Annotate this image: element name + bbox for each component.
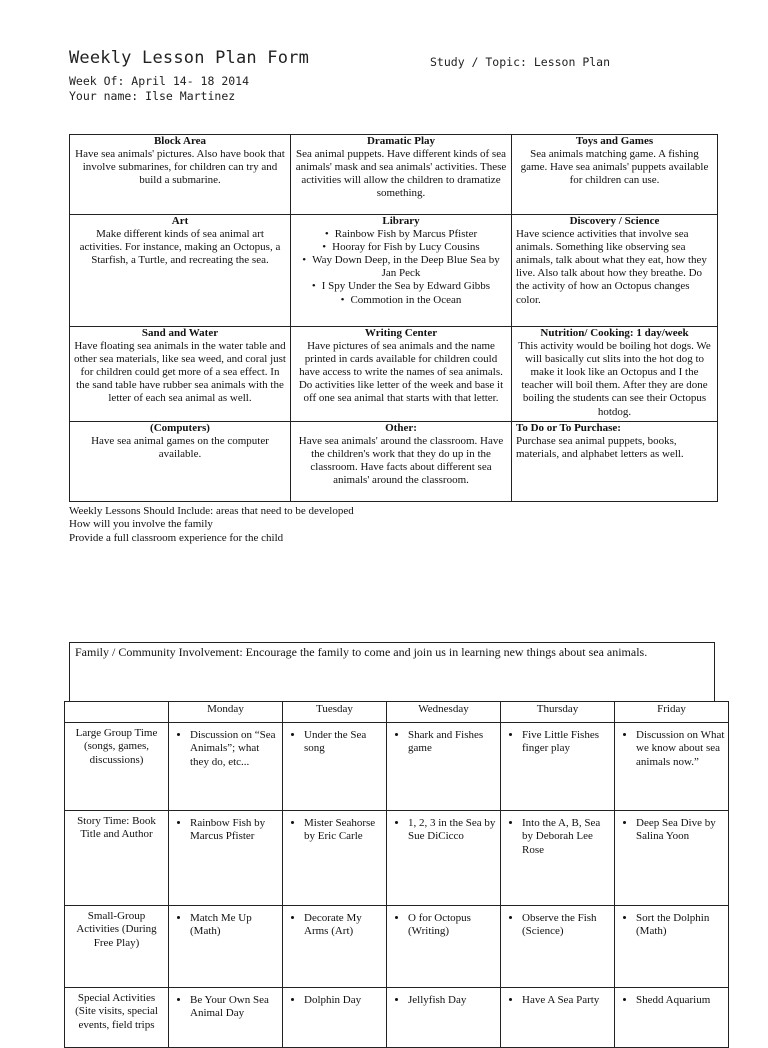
day-header: Friday [615,702,729,723]
schedule-cell: • Rainbow Fish by Marcus Pfister [169,811,283,906]
schedule-cell: • Have A Sea Party [501,988,615,1048]
library-book: • Way Down Deep, in the Deep Blue Sea by Jan Peck [295,254,507,280]
schedule-cell: • Observe the Fish (Science) [501,906,615,988]
row-label: Small-Group Activities (During Free Play) [65,906,169,988]
area-cell: Writing Center Have pictures of sea animals and the name printed in cards available for children could have access to write the names of sea animals. Do activities like letter of the week and base it off one sea animal that starts with that letter. [291,327,512,422]
schedule-cell: • Dolphin Day [283,988,387,1048]
schedule-cell: • Deep Sea Dive by Salina Yoon [615,811,729,906]
corner-cell [65,702,169,723]
schedule-cell: • Discussion on “Sea Animals”; what they do, etc... [169,723,283,811]
area-cell: Sand and Water Have floating sea animals in the water table and other sea materials, like sea weed, and coral just for children could get more of a sea effect. In the sand table have rubber sea animals with the letter of each sea animal as well. [70,327,291,422]
note-line: Weekly Lessons Should Include: areas that need to be developed [69,505,354,517]
row-label: Large Group Time (songs, games, discussions) [65,723,169,811]
schedule-cell: • Five Little Fishes finger play [501,723,615,811]
learning-areas-table [69,134,718,502]
library-book: • Commotion in the Ocean [295,294,507,307]
study-topic: Study / Topic: Lesson Plan [430,55,611,69]
schedule-cell: • O for Octopus (Writing) [387,906,501,988]
area-cell: Other: Have sea animals' around the classroom. Have the children's work that they do up in the classroom. Have facts about different sea animals' around the classroom. [291,422,512,502]
area-cell: Toys and Games Sea animals matching game. A fishing game. Have sea animals' puppets available for children can use. [512,135,718,215]
schedule-cell: • Into the A, B, Sea by Deborah Lee Rose [501,811,615,906]
form-title: Weekly Lesson Plan Form [69,48,310,68]
area-cell: To Do or To Purchase: Purchase sea animal puppets, books, materials, and alphabet letters as well. [512,422,718,502]
library-book: • Hooray for Fish by Lucy Cousins [295,241,507,254]
area-cell: Block Area Have sea animals' pictures. Also have book that involve submarines, for children can try and build a submarine. [70,135,291,215]
day-header: Monday [169,702,283,723]
weekly-notes [69,505,354,545]
day-header: Wednesday [387,702,501,723]
your-name: Your name: Ilse Martinez [69,89,236,103]
schedule-cell: • 1, 2, 3 in the Sea by Sue DiCicco [387,811,501,906]
library-book: • I Spy Under the Sea by Edward Gibbs [295,280,507,293]
area-cell: (Computers) Have sea animal games on the computer available. [70,422,291,502]
row-label: Special Activities (Site visits, special events, field trips [65,988,169,1048]
area-cell: Discovery / Science Have science activities that involve sea animals. Something like observing sea animals, talk about what they eat, how they live. Also talk about how they breathe. Do the activity of how an Octopus changes color. [512,215,718,327]
schedule-cell: • Shark and Fishes game [387,723,501,811]
schedule-cell: • Match Me Up (Math) [169,906,283,988]
schedule-cell: • Sort the Dolphin (Math) [615,906,729,988]
week-of: Week Of: April 14- 18 2014 [69,74,250,88]
area-cell: Art Make different kinds of sea animal art activities. For instance, making an Octopus, a Starfish, a Turtle, and recreating the sea. [70,215,291,327]
schedule-cell: • Shedd Aquarium [615,988,729,1048]
note-line: How will you involve the family [69,518,213,531]
schedule-cell: • Be Your Own Sea Animal Day [169,988,283,1048]
schedule-cell: • Under the Sea song [283,723,387,811]
day-header: Thursday [501,702,615,723]
weekly-schedule-table [64,701,729,1048]
schedule-cell: • Decorate My Arms (Art) [283,906,387,988]
note-line: Provide a full classroom experience for the child [69,531,284,544]
schedule-cell: • Mister Seahorse by Eric Carle [283,811,387,906]
schedule-cell: • Jellyfish Day [387,988,501,1048]
schedule-cell: • Discussion on What we know about sea animals now.” [615,723,729,811]
area-cell: Library • Rainbow Fish by Marcus Pfister • Hooray for Fish by Lucy Cousins • Way Down Deep, in the Deep Blue Sea by Jan Peck • I Spy Under the Sea by Edward Gibbs • Commotion in the Ocean [291,215,512,327]
area-cell: Nutrition/ Cooking: 1 day/week This activity would be boiling hot dogs. We will basically cut slits into the hot dog to make it look like an Octopus and I the teacher will boil them. After they are done boiling the students can see their Octopus hotdog. [512,327,718,422]
row-label: Story Time: Book Title and Author [65,811,169,906]
library-book: • Rainbow Fish by Marcus Pfister [295,228,507,241]
area-cell: Dramatic Play Sea animal puppets. Have different kinds of sea animals' mask and sea animals' activities. These activities will allow the children to dramatize something. [291,135,512,215]
family-involvement: Family / Community Involvement: Encourage the family to come and join us in learning new things about sea animals. [69,642,715,701]
day-header: Tuesday [283,702,387,723]
